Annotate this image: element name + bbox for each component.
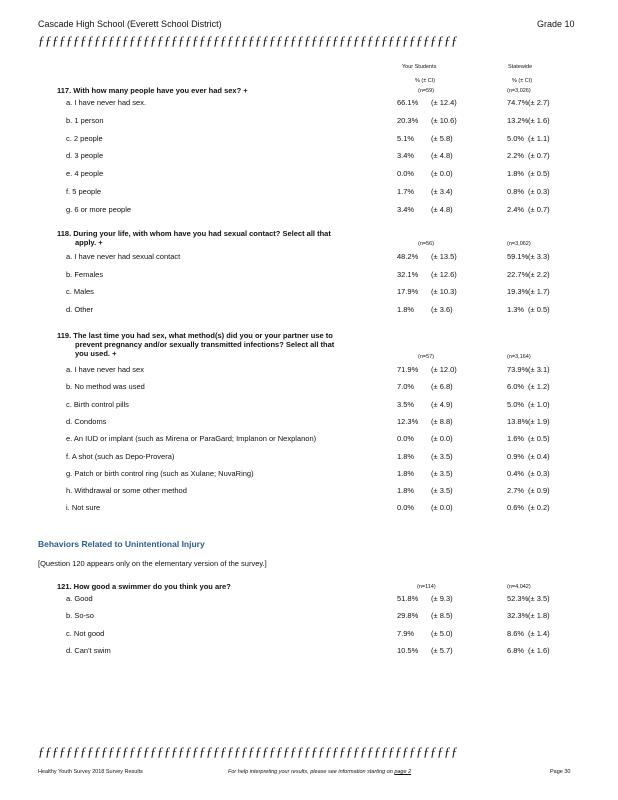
table-row bbox=[0, 305, 618, 317]
table-row bbox=[0, 646, 618, 658]
table-row bbox=[0, 611, 618, 623]
table-row bbox=[0, 417, 618, 429]
your-percent: 0.0% bbox=[397, 169, 415, 179]
table-row bbox=[0, 503, 618, 515]
response-label: c. Not good bbox=[66, 628, 105, 638]
your-percent: 51.8% bbox=[397, 594, 419, 603]
footer-help-text bbox=[228, 769, 411, 775]
question-117-title: 117. With how many people have you ever had sex? + bbox=[57, 86, 248, 95]
response-label: f. A shot (such as Depo-Provera) bbox=[66, 451, 175, 461]
state-ci: (± 0.3) bbox=[528, 187, 550, 196]
state-percent: 0.6% bbox=[507, 503, 525, 513]
state-percent: 2.4% bbox=[507, 204, 525, 214]
state-ci: (± 1.6) bbox=[528, 115, 550, 125]
q118-title-line2: apply. + bbox=[75, 238, 103, 247]
state-ci: (± 2.2) bbox=[528, 269, 550, 279]
your-ci: (± 13.5) bbox=[431, 252, 457, 261]
your-ci: (± 8.8) bbox=[431, 416, 453, 426]
response-label: a. I have never had sex. bbox=[66, 98, 147, 107]
your-ci: (± 4.8) bbox=[431, 204, 453, 214]
table-row bbox=[0, 486, 618, 498]
state-percent: 2.7% bbox=[507, 486, 525, 496]
your-percent: 0.0% bbox=[397, 434, 415, 444]
state-percent: 0.4% bbox=[507, 468, 525, 478]
your-percent: 5.1% bbox=[397, 133, 415, 143]
state-ci: (± 0.7) bbox=[528, 151, 550, 161]
your-ci: (± 8.5) bbox=[431, 611, 453, 621]
state-ci: (± 0.5) bbox=[528, 169, 550, 179]
your-ci: (± 4.8) bbox=[431, 151, 453, 161]
response-label: c. 2 people bbox=[66, 133, 103, 143]
response-label: b. 1 person bbox=[66, 115, 104, 125]
q119-title-line2: prevent pregnancy and/or sexually transmitted infections? Select all that bbox=[75, 340, 335, 349]
table-row bbox=[0, 98, 618, 110]
table-row bbox=[0, 252, 618, 264]
col-pct-yours: % (± CI) bbox=[415, 78, 436, 84]
your-ci: (± 3.5) bbox=[431, 468, 453, 478]
your-ci: (± 0.0) bbox=[431, 434, 453, 444]
table-row bbox=[0, 594, 618, 606]
your-ci: (± 3.5) bbox=[431, 451, 453, 461]
your-percent: 1.8% bbox=[397, 304, 415, 314]
state-percent: 52.3% bbox=[507, 594, 529, 603]
q118-title-line1: 118. During your life, with whom have you had sexual contact? Select all that bbox=[57, 229, 331, 238]
table-row bbox=[0, 187, 618, 199]
state-ci: (± 0.3) bbox=[528, 468, 550, 478]
table-row bbox=[0, 629, 618, 641]
your-ci: (± 4.9) bbox=[431, 399, 453, 409]
state-percent: 73.9% bbox=[507, 365, 529, 374]
your-percent: 3.5% bbox=[397, 399, 415, 409]
response-label: a. I have never had sex bbox=[66, 365, 144, 374]
q119-n-yours: (n=57) bbox=[418, 354, 435, 360]
your-percent: 17.9% bbox=[397, 287, 419, 296]
state-ci: (± 3.5) bbox=[528, 594, 550, 603]
response-label: g. 6 or more people bbox=[66, 204, 132, 214]
response-label: d. Other bbox=[66, 304, 94, 314]
response-label: c. Males bbox=[66, 287, 94, 296]
table-row bbox=[0, 287, 618, 299]
your-percent: 66.1% bbox=[397, 98, 419, 107]
col-statewide: Statewide bbox=[508, 64, 533, 70]
footer-page-number: Page 30 bbox=[550, 769, 571, 775]
state-percent: 1.8% bbox=[507, 169, 525, 179]
your-ci: (± 12.0) bbox=[431, 365, 457, 374]
your-percent: 12.3% bbox=[397, 416, 419, 426]
top-rule: ƒƒƒƒƒƒƒƒƒƒƒƒƒƒƒƒƒƒƒƒƒƒƒƒƒƒƒƒƒƒƒƒƒƒƒƒƒƒƒƒƒƒƒƒƒƒƒƒƒƒƒƒƒƒƒƒƒƒƒƒ bbox=[38, 33, 458, 48]
state-ci: (± 1.6) bbox=[528, 645, 550, 655]
state-percent: 1.3% bbox=[507, 304, 525, 314]
table-row bbox=[0, 205, 618, 217]
state-percent: 13.2% bbox=[507, 115, 529, 125]
your-ci: (± 5.0) bbox=[431, 628, 453, 638]
state-percent: 8.6% bbox=[507, 628, 525, 638]
state-percent: 1.6% bbox=[507, 434, 525, 444]
response-label: a. Good bbox=[66, 594, 93, 603]
state-ci: (± 1.8) bbox=[528, 611, 550, 621]
state-ci: (± 2.7) bbox=[528, 98, 550, 107]
response-label: e. An IUD or implant (such as Mirena or ParaGard; Implanon or Nexplanon) bbox=[66, 434, 317, 444]
response-label: b. No method was used bbox=[66, 382, 145, 392]
state-ci: (± 0.5) bbox=[528, 434, 550, 444]
your-percent: 1.7% bbox=[397, 187, 415, 196]
your-ci: (± 0.0) bbox=[431, 169, 453, 179]
state-ci: (± 0.4) bbox=[528, 451, 550, 461]
q118-n-state: (n=3,062) bbox=[507, 241, 531, 247]
school-title: Cascade High School (Everett School District) bbox=[38, 19, 222, 29]
your-ci: (± 5.8) bbox=[431, 133, 453, 143]
response-label: e. 4 people bbox=[66, 169, 104, 179]
state-percent: 32.3% bbox=[507, 611, 529, 621]
response-label: d. Can't swim bbox=[66, 645, 111, 655]
grade-label: Grade 10 bbox=[537, 19, 575, 29]
your-percent: 0.0% bbox=[397, 503, 415, 513]
your-percent: 20.3% bbox=[397, 115, 419, 125]
q121-n-state: (n=4,042) bbox=[507, 584, 531, 590]
response-label: i. Not sure bbox=[66, 503, 101, 513]
your-ci: (± 9.3) bbox=[431, 594, 453, 603]
q121-n-yours: (n=114) bbox=[417, 584, 436, 590]
table-row bbox=[0, 270, 618, 282]
table-row bbox=[0, 452, 618, 464]
state-percent: 0.9% bbox=[507, 451, 525, 461]
table-row bbox=[0, 382, 618, 394]
your-ci: (± 10.3) bbox=[431, 287, 457, 296]
state-ci: (± 1.7) bbox=[528, 287, 550, 296]
state-percent: 13.8% bbox=[507, 416, 529, 426]
state-percent: 5.0% bbox=[507, 399, 525, 409]
state-percent: 22.7% bbox=[507, 269, 529, 279]
state-percent: 59.1% bbox=[507, 252, 529, 261]
state-ci: (± 1.4) bbox=[528, 628, 550, 638]
state-ci: (± 0.5) bbox=[528, 304, 550, 314]
response-label: d. Condoms bbox=[66, 416, 107, 426]
your-ci: (± 6.8) bbox=[431, 382, 453, 392]
col-pct-state: % (± CI) bbox=[512, 78, 533, 84]
your-percent: 3.4% bbox=[397, 204, 415, 214]
your-percent: 3.4% bbox=[397, 151, 415, 161]
q119-title-line3: you used. + bbox=[75, 349, 117, 358]
table-row bbox=[0, 469, 618, 481]
state-ci: (± 0.7) bbox=[528, 204, 550, 214]
q117-n-yours: (n=59) bbox=[418, 88, 435, 94]
footer-help-label: For help interpreting your results, please see information starting on bbox=[228, 769, 393, 775]
table-row bbox=[0, 116, 618, 128]
your-ci: (± 3.6) bbox=[431, 304, 453, 314]
col-your-students: Your Students bbox=[402, 64, 437, 70]
response-label: d. 3 people bbox=[66, 151, 104, 161]
state-percent: 5.0% bbox=[507, 133, 525, 143]
q117-n-state: (n=3,026) bbox=[507, 88, 531, 94]
state-ci: (± 3.3) bbox=[528, 252, 550, 261]
your-percent: 29.8% bbox=[397, 611, 419, 621]
footer-survey-name: Healthy Youth Survey 2018 Survey Results bbox=[38, 769, 143, 775]
bottom-rule: ƒƒƒƒƒƒƒƒƒƒƒƒƒƒƒƒƒƒƒƒƒƒƒƒƒƒƒƒƒƒƒƒƒƒƒƒƒƒƒƒƒƒƒƒƒƒƒƒƒƒƒƒƒƒƒƒƒƒƒƒ bbox=[38, 744, 458, 759]
your-ci: (± 12.6) bbox=[431, 269, 457, 279]
your-percent: 32.1% bbox=[397, 269, 419, 279]
table-row bbox=[0, 151, 618, 163]
response-label: h. Withdrawal or some other method bbox=[66, 486, 187, 496]
your-ci: (± 3.5) bbox=[431, 486, 453, 496]
table-row bbox=[0, 169, 618, 181]
state-percent: 6.0% bbox=[507, 382, 525, 392]
state-percent: 74.7% bbox=[507, 98, 529, 107]
table-row bbox=[0, 400, 618, 412]
response-label: b. Females bbox=[66, 269, 104, 279]
your-percent: 1.8% bbox=[397, 451, 415, 461]
state-ci: (± 1.2) bbox=[528, 382, 550, 392]
response-label: c. Birth control pills bbox=[66, 399, 129, 409]
your-percent: 7.0% bbox=[397, 382, 415, 392]
your-ci: (± 10.6) bbox=[431, 115, 457, 125]
your-percent: 1.8% bbox=[397, 486, 415, 496]
state-ci: (± 1.9) bbox=[528, 416, 550, 426]
state-percent: 2.2% bbox=[507, 151, 525, 161]
state-percent: 0.8% bbox=[507, 187, 525, 196]
your-ci: (± 5.7) bbox=[431, 645, 453, 655]
response-label: g. Patch or birth control ring (such as Xulane; NuvaRing) bbox=[66, 468, 254, 478]
state-ci: (± 3.1) bbox=[528, 365, 550, 374]
state-ci: (± 0.9) bbox=[528, 486, 550, 496]
response-label: a. I have never had sexual contact bbox=[66, 252, 181, 261]
your-percent: 10.5% bbox=[397, 645, 419, 655]
your-percent: 71.9% bbox=[397, 365, 419, 374]
q119-title-line1: 119. The last time you had sex, what method(s) did you or your partner use to bbox=[57, 331, 333, 340]
table-row bbox=[0, 365, 618, 377]
state-ci: (± 1.1) bbox=[528, 133, 550, 143]
response-label: b. So-so bbox=[66, 611, 94, 621]
footer-page-link[interactable]: page 2 bbox=[394, 769, 412, 775]
state-ci: (± 1.0) bbox=[528, 399, 550, 409]
your-ci: (± 0.0) bbox=[431, 503, 453, 513]
your-percent: 7.9% bbox=[397, 628, 415, 638]
state-ci: (± 0.2) bbox=[528, 503, 550, 513]
your-ci: (± 12.4) bbox=[431, 98, 457, 107]
question-118-title bbox=[57, 229, 382, 247]
table-row bbox=[0, 134, 618, 146]
your-percent: 48.2% bbox=[397, 252, 419, 261]
response-label: f. 5 people bbox=[66, 187, 102, 196]
state-percent: 6.8% bbox=[507, 645, 525, 655]
table-row bbox=[0, 434, 618, 446]
your-ci: (± 3.4) bbox=[431, 187, 453, 196]
question-121-title: 121. How good a swimmer do you think you are? bbox=[57, 582, 231, 591]
question-119-title bbox=[57, 331, 382, 358]
section-heading: Behaviors Related to Unintentional Injury bbox=[38, 539, 205, 549]
your-percent: 1.8% bbox=[397, 468, 415, 478]
state-percent: 19.3% bbox=[507, 287, 529, 296]
q118-n-yours: (n=56) bbox=[418, 241, 435, 247]
q119-n-state: (n=3,164) bbox=[507, 354, 531, 360]
section-note: [Question 120 appears only on the elementary version of the survey.] bbox=[38, 559, 267, 568]
